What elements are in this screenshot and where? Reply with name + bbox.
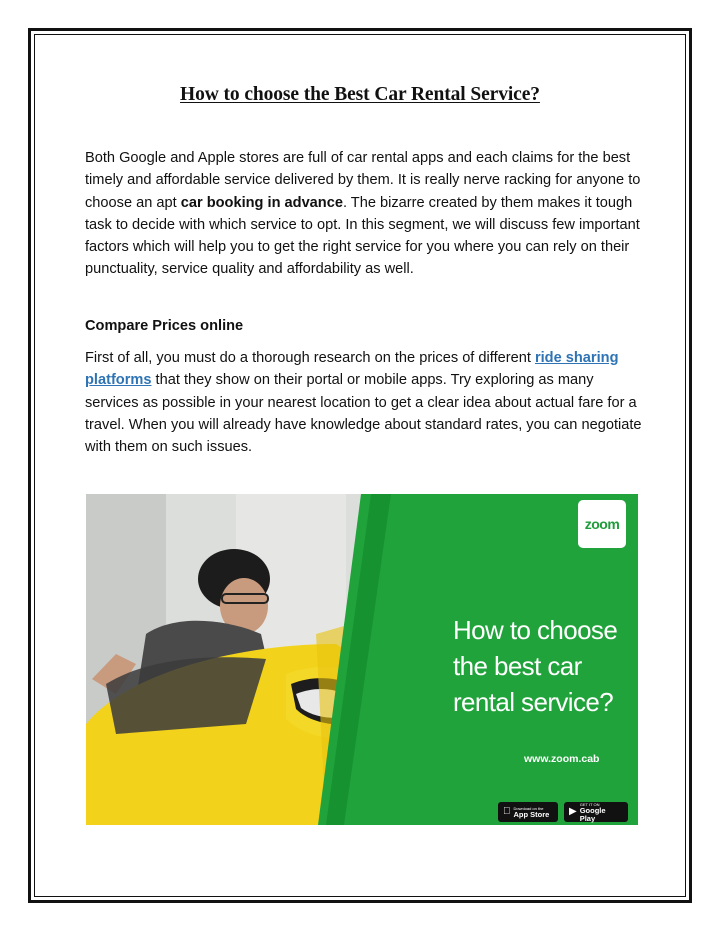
intro-text-end: . The bizarre created by them makes it tough task to decide with which service to opt. In this segment, we will discuss few important factors which will help you to get the right service for you where you can rely on their punctuality, service quality and affordability as well. — [85, 194, 640, 278]
banner-image — [86, 494, 638, 825]
google-play-label: Google Play — [579, 805, 606, 823]
intro-text: Both Google and Apple stores are full of car rental apps and each claims for the best timely and affordable service delivered by them. It is really nerve racking for anyone to choose an apt — [85, 150, 641, 211]
headline-line-1: How to choose — [453, 615, 618, 645]
play-icon: ▶ — [569, 806, 577, 817]
google-play-badge — [564, 802, 628, 822]
section-text: First of all, you must do a thorough research on the prices of different — [85, 350, 535, 366]
page-title: How to choose the Best Car Rental Service? — [180, 84, 540, 105]
app-store-label: App Store — [506, 809, 542, 819]
app-store-small-text: Download on the — [506, 805, 537, 811]
ride-sharing-link[interactable]: ride sharing platforms — [85, 350, 619, 389]
app-store-badge — [498, 802, 558, 822]
intro-paragraph — [85, 147, 645, 281]
section-heading: Compare Prices online — [85, 318, 244, 334]
headline-line-3: rental service? — [453, 687, 614, 717]
site-url: www.zoom.cab — [524, 753, 600, 765]
headline-line-2: the best car — [453, 651, 582, 681]
section-text-end: that they show on their portal or mobile apps. Try exploring as many services as possible in your nearest location to get a clear idea about actual fare for a travel. When you will already have knowledge about standard rates, you can negotiate with them on such issues. — [85, 372, 642, 456]
zoom-logo-text: zoom — [584, 516, 620, 532]
zoom-logo — [578, 500, 626, 548]
apple-icon — [503, 807, 511, 817]
section-paragraph — [85, 347, 645, 458]
google-play-small-text: GET IT ON — [579, 801, 600, 807]
banner-headline — [453, 612, 633, 720]
intro-bold-phrase: car booking in advance — [180, 194, 343, 211]
